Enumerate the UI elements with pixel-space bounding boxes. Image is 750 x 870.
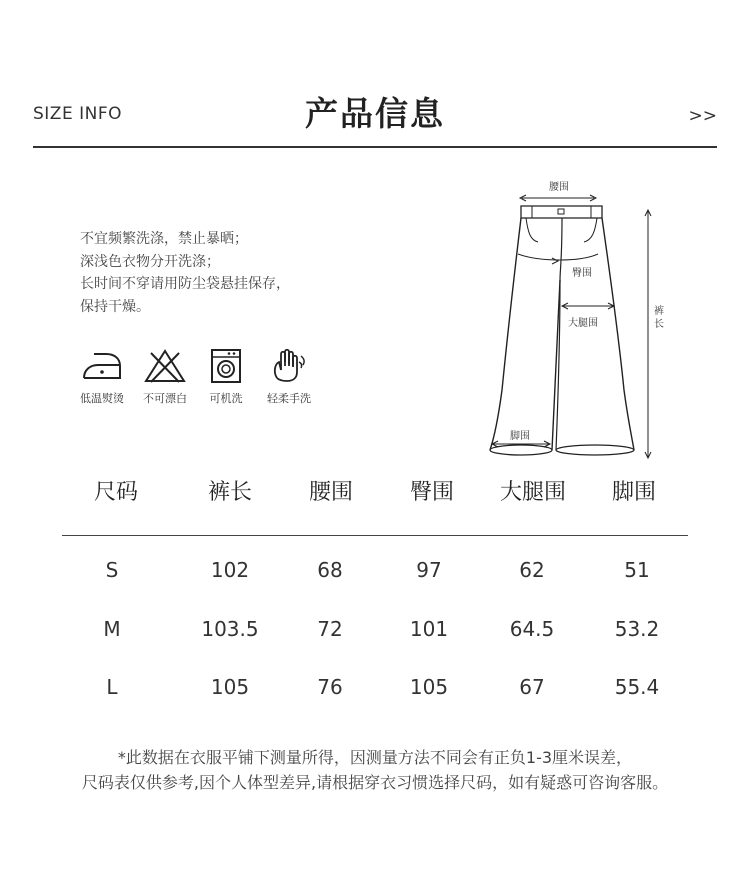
header-hem: 脚围 <box>611 480 656 505</box>
size-info-label: SIZE INFO <box>33 104 122 124</box>
header-hip: 臀围 <box>409 480 454 505</box>
care-line: 长时间不穿请用防尘袋悬挂保存， <box>80 276 290 292</box>
care-line: 保持干燥。 <box>80 298 150 315</box>
iron-icon <box>80 348 124 384</box>
header-divider <box>33 146 717 148</box>
table-cell: 64.5 <box>509 617 555 641</box>
thigh-label: 大腿围 <box>568 318 598 329</box>
table-cell: 68 <box>317 558 343 582</box>
table-cell: L <box>106 675 118 699</box>
care-icon-iron <box>72 348 132 406</box>
more-arrows-link[interactable]: >> <box>688 106 717 126</box>
no-bleach-icon <box>143 348 187 384</box>
washing-machine-icon <box>204 348 248 384</box>
header-thigh: 大腿围 <box>499 480 566 505</box>
reference-note: 尺码表仅供参考,因个人体型差异,请根据穿衣习惯选择尺码，如有疑惑可咨询客服。 <box>81 773 669 792</box>
table-cell: 101 <box>409 617 449 641</box>
hand-wash-icon <box>267 348 311 384</box>
care-icon-label: 不可漂白 <box>143 392 187 405</box>
care-icon-label: 低温熨烫 <box>80 392 124 405</box>
care-icon-label: 可机洗 <box>209 392 243 405</box>
header-waist: 腰围 <box>308 480 353 505</box>
care-icon-no-bleach <box>135 348 195 406</box>
table-cell: 67 <box>519 675 545 699</box>
pants-measurement-diagram <box>480 170 680 470</box>
table-cell: 97 <box>416 558 442 582</box>
table-cell: 103.5 <box>201 617 259 641</box>
length-label-2: 长 <box>654 319 664 330</box>
table-cell: 72 <box>317 617 343 641</box>
table-cell: 51 <box>624 558 650 582</box>
page-title: 产品信息 <box>305 94 445 133</box>
table-cell: 105 <box>409 675 449 699</box>
table-cell: S <box>105 558 119 582</box>
table-cell: 76 <box>317 675 343 699</box>
care-icon-machine-wash <box>196 348 256 406</box>
length-label-1: 裤 <box>654 306 664 317</box>
waist-label: 腰围 <box>549 182 569 193</box>
care-icon-label: 轻柔手洗 <box>267 392 311 405</box>
table-cell: 105 <box>210 675 250 699</box>
care-instructions <box>80 228 290 318</box>
table-divider <box>62 535 688 536</box>
header-length: 裤长 <box>207 480 252 505</box>
table-cell: M <box>103 617 121 641</box>
measurement-note: *此数据在衣服平铺下测量所得，因测量方法不同会有正负1-3厘米误差， <box>117 748 633 767</box>
care-line: 深浅色衣物分开洗涤； <box>80 253 220 270</box>
header-size: 尺码 <box>93 480 138 505</box>
table-cell: 53.2 <box>614 617 660 641</box>
hem-label: 脚围 <box>510 431 530 442</box>
hip-label: 臀围 <box>572 268 592 279</box>
table-cell: 55.4 <box>614 675 660 699</box>
care-icon-hand-wash <box>259 348 319 406</box>
care-line: 不宜频繁洗涤，禁止暴晒； <box>80 231 248 247</box>
table-cell: 62 <box>519 558 545 582</box>
table-cell: 102 <box>210 558 250 582</box>
